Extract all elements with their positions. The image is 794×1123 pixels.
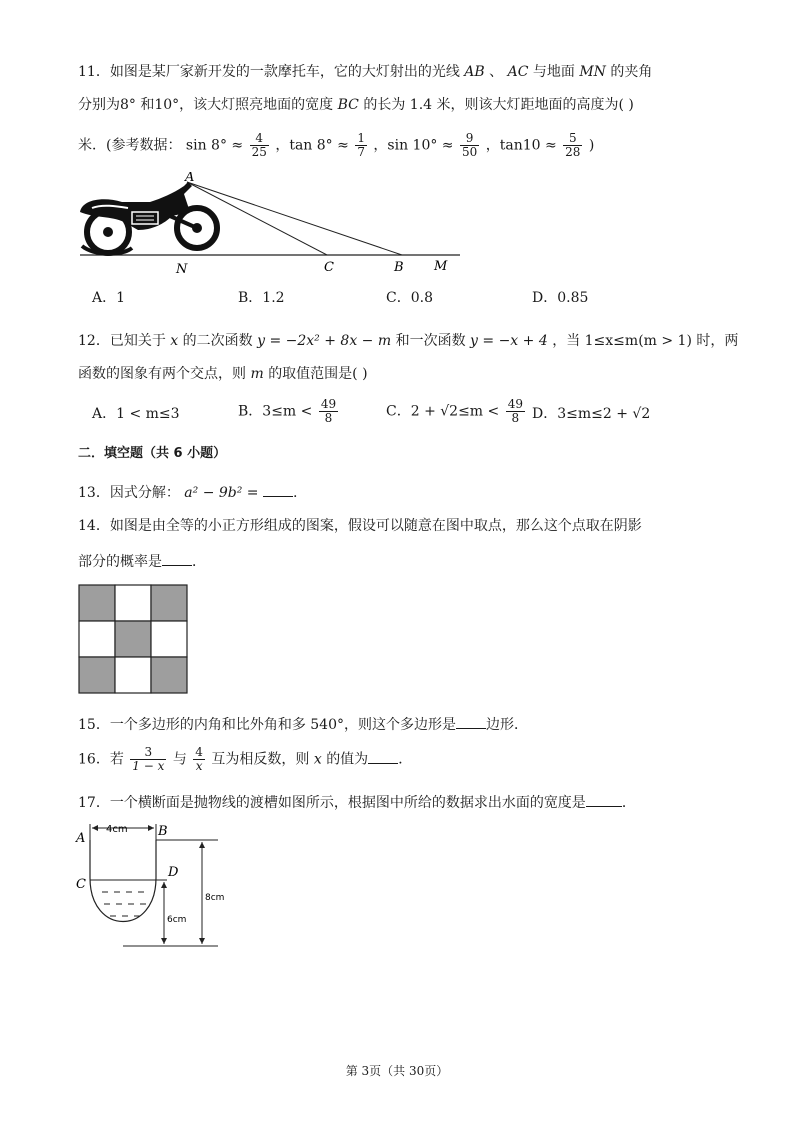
answer-blank xyxy=(162,551,192,566)
fraction: $\frac{9}{50}$ xyxy=(461,131,478,159)
blank-square xyxy=(151,621,187,657)
label-b: B xyxy=(158,824,168,839)
label-c: C xyxy=(324,260,334,275)
shaded-square xyxy=(79,585,115,621)
parabola-curve xyxy=(90,840,156,922)
q12-option-d: D．3≤m≤2 + √2 xyxy=(532,406,651,422)
motorcycle-figure xyxy=(72,172,472,282)
q15: 15．一个多边形的内角和比外角和多 540°，则这个多边形是 边形． xyxy=(78,714,528,735)
answer-blank xyxy=(586,792,622,807)
label-d: D xyxy=(168,865,179,880)
parabola-channel-figure xyxy=(72,818,242,958)
label-width: 4cm xyxy=(106,824,128,835)
shaded-square xyxy=(115,621,151,657)
label-m: M xyxy=(434,259,448,274)
q12-line-1: 12．已知关于 x 的二次函数 y = −2x² + 8x − m 和一次函数 y = −x + 4 ，当 1≤x≤m(m > 1) 时，两 xyxy=(78,333,739,349)
answer-blank xyxy=(368,749,398,764)
shaded-square xyxy=(151,585,187,621)
q11-option-d: D．0.85 xyxy=(532,290,589,306)
blank-square xyxy=(115,585,151,621)
ray-ab xyxy=(187,182,402,255)
section-title: 二．填空题（共 6 小题） xyxy=(78,446,227,461)
q12-option-a: A．1 < m≤3 xyxy=(92,406,180,422)
q12-option-b: B．3≤m < $\frac{49}{8}$ xyxy=(238,397,337,425)
q11-option-b: B．1.2 xyxy=(238,290,285,306)
label-a: A xyxy=(76,831,86,846)
blank-square xyxy=(115,657,151,693)
answer-blank xyxy=(456,714,486,729)
fraction: $\frac{1}{7}$ xyxy=(357,131,365,159)
fraction: $\frac{5}{28}$ xyxy=(565,131,581,159)
blank-square xyxy=(79,621,115,657)
fraction: $\frac{4}{25}$ xyxy=(251,131,267,159)
label-n: N xyxy=(176,262,188,277)
q13: 13．因式分解： a² − 9b² = . xyxy=(78,482,297,503)
q14-line-1: 14．如图是由全等的小正方形组成的图案，假设可以随意在图中取点，那么这个点取在阴影 xyxy=(78,518,642,534)
q11-option-c: C．0.8 xyxy=(386,290,433,306)
q11-line-3: 米．(参考数据： sin 8° ≈ $\frac{4}{25}$ ，tan 8° ≈ $\frac{1}{7}$ ，sin 10° ≈ $\frac{9}{50}$ ，tan10 ≈ $\frac{5}{28}$ ) xyxy=(78,131,595,159)
label-depth: 8cm xyxy=(205,893,225,903)
grid-figure xyxy=(78,584,188,694)
shaded-square xyxy=(79,657,115,693)
motorcycle-icon xyxy=(80,182,217,254)
label-c: C xyxy=(76,877,86,892)
page-footer: 第 3页（共 30页） xyxy=(345,1064,449,1078)
q16: 16．若 $\frac{3}{1 - x}$ 与 $\frac{4}{x}$ 互为相反数，则 x 的值为 ． xyxy=(78,745,413,773)
q12-line-2: 函数的图象有两个交点，则 m 的取值范围是( ) xyxy=(78,366,368,382)
label-water: 6cm xyxy=(167,915,187,925)
q11-line-2: 分别为8° 和10°，该大灯照亮地面的宽度 BC 的长为 1.4 米，则该大灯距地面的高度为( ) xyxy=(78,97,634,113)
q17: 17．一个横断面是抛物线的渡槽如图所示，根据图中所给的数据求出水面的宽度是 ． xyxy=(78,792,636,813)
shaded-square xyxy=(151,657,187,693)
answer-blank xyxy=(263,482,293,497)
label-b: B xyxy=(394,260,404,275)
label-a: A xyxy=(185,172,195,185)
q14-line-2: 部分的概率是 ． xyxy=(78,551,206,572)
q11-option-a: A．1 xyxy=(92,290,126,306)
q12-option-c: C．2 + √2≤m < $\frac{49}{8}$ xyxy=(386,397,523,425)
q11-line-1: 11．如图是某厂家新开发的一款摩托车，它的大灯射出的光线 AB 、 AC 与地面 MN 的夹角 xyxy=(78,64,653,80)
